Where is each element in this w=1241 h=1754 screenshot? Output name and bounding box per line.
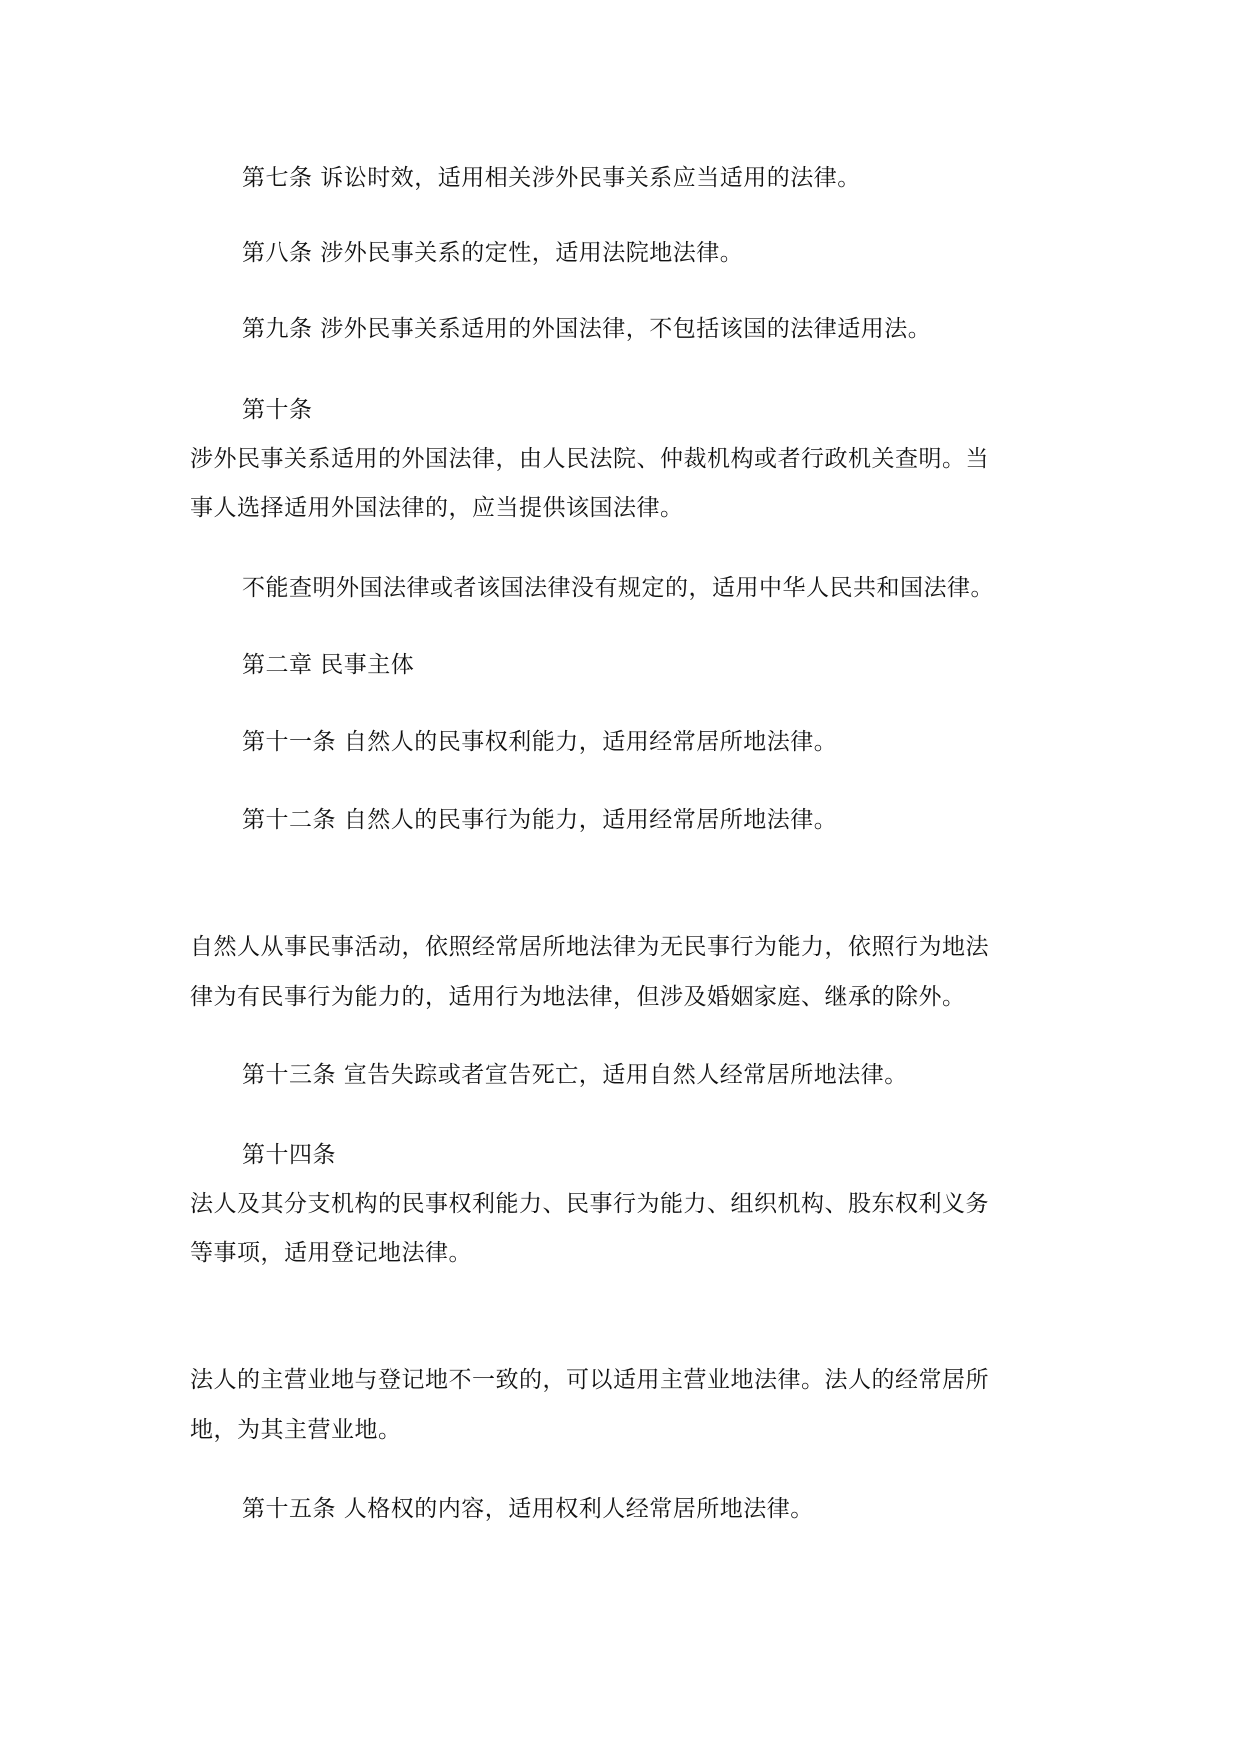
article-10-paragraph-2: 不能查明外国法律或者该国法律没有规定的，适用中华人民共和国法律。 <box>242 575 994 601</box>
article-15: 第十五条 人格权的内容，适用权利人经常居所地法律。 <box>242 1496 814 1522</box>
chapter-2-heading: 第二章 民事主体 <box>242 652 415 678</box>
article-10-text-line-1: 涉外民事关系适用的外国法律，由人民法院、仲裁机构或者行政机关查明。当 <box>190 446 989 472</box>
article-7: 第七条 诉讼时效，适用相关涉外民事关系应当适用的法律。 <box>242 165 861 191</box>
article-9: 第九条 涉外民事关系适用的外国法律，不包括该国的法律适用法。 <box>242 316 932 342</box>
article-14-text-line-1: 法人及其分支机构的民事权利能力、民事行为能力、组织机构、股东权利义务 <box>190 1191 989 1217</box>
article-13: 第十三条 宣告失踪或者宣告死亡，适用自然人经常居所地法律。 <box>242 1062 908 1088</box>
article-14-paragraph-2-line-2: 地，为其主营业地。 <box>190 1417 402 1443</box>
article-12-paragraph-2-line-1: 自然人从事民事活动，依照经常居所地法律为无民事行为能力，依照行为地法 <box>190 934 989 960</box>
article-11: 第十一条 自然人的民事权利能力，适用经常居所地法律。 <box>242 729 838 755</box>
article-10-text-line-2: 事人选择适用外国法律的，应当提供该国法律。 <box>190 495 684 521</box>
article-12: 第十二条 自然人的民事行为能力，适用经常居所地法律。 <box>242 807 838 833</box>
article-10-heading: 第十条 <box>242 397 313 423</box>
article-14-paragraph-2-line-1: 法人的主营业地与登记地不一致的，可以适用主营业地法律。法人的经常居所 <box>190 1367 989 1393</box>
article-12-paragraph-2-line-2: 律为有民事行为能力的，适用行为地法律，但涉及婚姻家庭、继承的除外。 <box>190 984 966 1010</box>
article-8: 第八条 涉外民事关系的定性，适用法院地法律。 <box>242 240 744 266</box>
article-14-heading: 第十四条 <box>242 1142 336 1168</box>
article-14-text-line-2: 等事项，适用登记地法律。 <box>190 1240 472 1266</box>
